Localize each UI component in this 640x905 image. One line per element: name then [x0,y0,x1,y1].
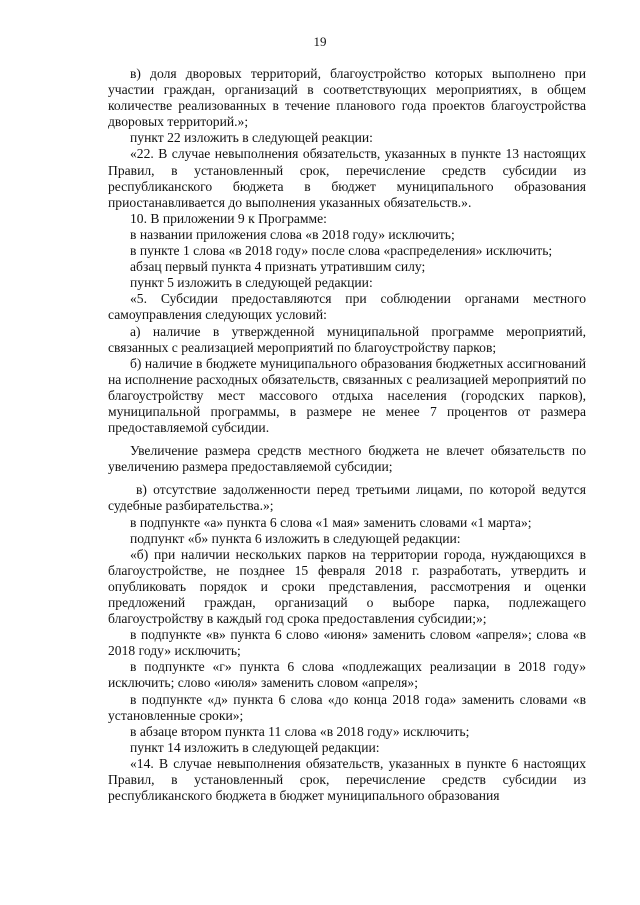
paragraph: «14. В случае невыполнения обязательств, указанных в пункте 6 настоящих Правил, в установленный срок, перечисление средств субсидии из республиканского бюджета в бюджет муниципального образования [108,755,586,804]
paragraph: 10. В приложении 9 к Программе: [130,210,327,226]
paragraph: «22. В случае невыполнения обязательств, указанных в пункте 13 настоящих Правил, в установленный срок, перечисление средств субсидии из республиканского бюджета в бюджет муниципального образования приостанавливается до выполнения указанных обязательств.». [108,146,586,210]
paragraph: в подпункте «а» пункта 6 слова «1 мая» заменить словами «1 марта»; [130,514,532,530]
paragraph: в подпункте «в» пункта 6 слово «июня» заменить словом «апреля»; слова «в 2018 году» исключить; [108,627,586,659]
paragraph: Увеличение размера средств местного бюджета не влечет обязательств по увеличению размера предоставляемой субсидии; [108,443,586,475]
paragraph: в) доля дворовых территорий, благоустройство которых выполнено при участии граждан, организаций в соответствующих мероприятиях, в общем количестве реализованных в течение планового года проектов благоустройства дворовых территорий.»; [108,66,586,130]
paragraph: в абзаце втором пункта 11 слова «в 2018 году» исключить; [130,723,470,739]
paragraph: «5. Субсидии предоставляются при соблюдении органами местного самоуправления следующих условий: [108,291,586,323]
paragraph: подпункт «б» пункта 6 изложить в следующей редакции: [130,530,461,546]
paragraph: в подпункте «д» пункта 6 слова «до конца 2018 года» заменить словами «в установленные сроки»; [108,691,586,723]
paragraph: а) наличие в утвержденной муниципальной программе мероприятий, связанных с реализацией мероприятий по благоустройству парков; [108,323,586,355]
paragraph: абзац первый пункта 4 признать утратившим силу; [130,259,426,275]
paragraph: в пункте 1 слова «в 2018 году» после слова «распределения» исключить; [130,243,553,259]
paragraph: б) наличие в бюджете муниципального образования бюджетных ассигнований на исполнение расходных обязательств, связанных с реализацией мероприятий по благоустройству мест массового отдыха населения (городских парков), муниципальной программы, в размере не менее 7 процентов от размера предоставляемой субсидии. [108,355,586,436]
document-body [108,66,586,804]
paragraph: пункт 14 изложить в следующей редакции: [130,739,380,755]
paragraph: в названии приложения слова «в 2018 году» исключить; [130,226,455,242]
paragraph: в) отсутствие задолженности перед третьими лицами, по которой ведутся судебные разбирательства.»; [108,482,586,514]
paragraph: в подпункте «г» пункта 6 слова «подлежащих реализации в 2018 году» исключить; слово «июля» заменить словом «апреля»; [108,659,586,691]
page-number: 19 [313,34,327,49]
paragraph: пункт 5 изложить в следующей редакции: [130,275,373,291]
paragraph: «б) при наличии нескольких парков на территории города, нуждающихся в благоустройстве, не позднее 15 февраля 2018 г. разработать, утвердить и опубликовать порядок и сроки представления, рассмотрения и оценки предложений граждан, организаций о выборе парка, подлежащего благоустройству в каждый год срока предоставления субсидии;»; [108,546,586,627]
paragraph: пункт 22 изложить в следующей реакции: [130,130,373,146]
